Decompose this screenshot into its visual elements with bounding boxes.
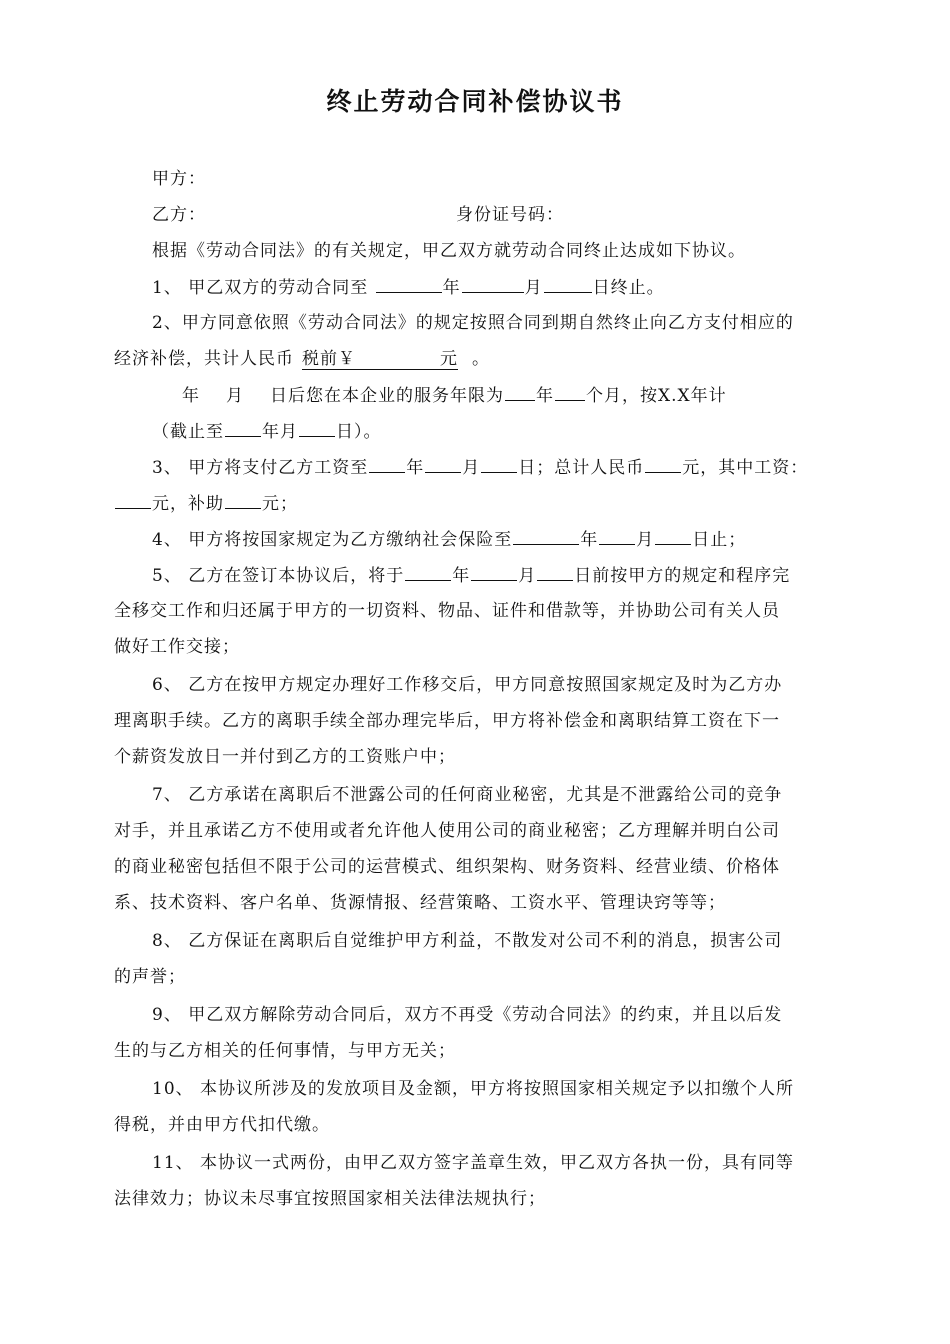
clause-6-line-2: 理离职手续。乙方的离职手续全部办理完毕后，甲方将补偿金和离职结算工资在下一 [114,711,780,731]
clause-5-line-1 [152,564,790,587]
blank-line[interactable] [513,528,579,545]
blank-line[interactable] [425,456,461,473]
blank-line[interactable] [537,564,573,581]
clause-1-text: 1、 甲乙双方的劳动合同至 [152,278,369,298]
yuan-label: 元 [440,349,458,369]
clause-2-line-3 [182,384,727,407]
year-label: 年 [580,530,599,550]
clause-6-line-3: 个薪资发放日一并付到乙方的工资账户中； [114,747,456,767]
clause-2-line-1: 2、甲方同意依照《劳动合同法》的规定按照合同到期自然终止向乙方支付相应的 [152,313,794,333]
clause-4 [152,528,746,551]
clause-7-line-3: 的商业秘密包括但不限于公司的运营模式、组织架构、财务资料、经营业绩、价格体 [114,857,780,877]
total-text: 日；总计人民币 [518,458,645,478]
month-label: 月 [226,386,244,406]
month-label: 月 [462,458,481,478]
blank-line[interactable] [599,528,635,545]
month-label: 月 [636,530,655,550]
yuan-label: 元； [262,494,298,514]
month-label: 月 [524,278,543,298]
clause-4-text: 4、 甲方将按国家规定为乙方缴纳社会保险至 [152,530,513,550]
day-label: 日止； [692,530,747,550]
clause-10-line-2: 得税，并由甲方代扣代缴。 [114,1115,330,1135]
year-label: 年 [406,458,425,478]
blank-line[interactable] [544,276,592,293]
period: 。 [472,349,490,369]
blank-line[interactable] [369,456,405,473]
blank-line[interactable] [481,456,517,473]
salary-text: 元，其中工资： [682,458,809,478]
year-label: 年 [442,278,461,298]
id-number-label: 身份证号码： [456,205,564,225]
day-label: 日）。 [336,422,382,442]
blank-line[interactable] [462,276,524,293]
clause-6-line-1: 6、 乙方在按甲方规定办理好工作移交后，甲方同意按照国家规定及时为乙方办 [152,675,783,695]
clause-3-line-2 [114,492,298,515]
pre-tax-amount-field[interactable] [302,349,458,370]
blank-line[interactable] [505,384,535,401]
clause-7-line-1: 7、 乙方承诺在离职后不泄露公司的任何商业秘密，尤其是不泄露给公司的竞争 [152,785,783,805]
day-label: 日终止。 [592,278,665,298]
clause-3-text: 3、 甲方将支付乙方工资至 [152,458,369,478]
clause-8-line-1: 8、 乙方保证在离职后自觉维护甲方利益，不散发对公司不利的消息，损害公司 [152,931,783,951]
clause-2-text: 经济补偿，共计人民币 [114,349,294,369]
intro-paragraph: 根据《劳动合同法》的有关规定，甲乙双方就劳动合同终止达成如下协议。 [152,241,746,261]
year-label: 年 [452,566,471,586]
clause-5-text-cont: 日前按甲方的规定和程序完 [574,566,791,586]
year-label: 年 [536,386,554,406]
clause-11-line-2: 法律效力；协议未尽事宜按照国家相关法律法规执行； [114,1189,546,1209]
clause-2-line-2 [114,348,490,370]
subsidy-text: 元，补助 [152,494,224,514]
clause-1 [152,276,665,299]
clause-5-text: 5、 乙方在签订本协议后，将于 [152,566,405,586]
blank-line[interactable] [645,456,681,473]
party-b-label: 乙方： [152,205,206,225]
service-years-text: 日后您在本企业的服务年限为 [270,386,504,406]
clause-8-line-2: 的声誉； [114,967,186,987]
clause-2-line-4 [152,420,382,443]
clause-9-line-2: 生的与乙方相关的任何事情，与甲方无关； [114,1041,456,1061]
clause-5-line-2: 全移交工作和归还属于甲方的一切资料、物品、证件和借款等，并协助公司有关人员 [114,601,780,621]
months-text: 个月，按X.X年计 [586,386,727,406]
pre-tax-label: 税前￥ [302,349,356,369]
blank-line[interactable] [555,384,585,401]
clause-10-line-1: 10、 本协议所涉及的发放项目及金额，甲方将按照国家相关规定予以扣缴个人所 [152,1079,795,1099]
document-title: 终止劳动合同补偿协议书 [326,87,624,116]
clause-7-line-4: 系、技术资料、客户名单、货源情报、经营策略、工资水平、管理诀窍等等； [114,893,726,913]
year-label: 年 [182,386,200,406]
clause-9-line-1: 9、 甲乙双方解除劳动合同后，双方不再受《劳动合同法》的约束，并且以后发 [152,1005,783,1025]
clause-11-line-1: 11、 本协议一式两份，由甲乙双方签字盖章生效，甲乙双方各执一份，具有同等 [152,1153,795,1173]
blank-line[interactable] [115,492,151,509]
blank-line[interactable] [471,564,517,581]
blank-line[interactable] [225,492,261,509]
cutoff-text: （截止至 [152,422,224,442]
clause-3-line-1 [152,456,808,479]
month-label: 月 [518,566,537,586]
party-a-label: 甲方： [152,169,206,189]
blank-line[interactable] [299,420,335,437]
blank-line[interactable] [225,420,261,437]
blank-line[interactable] [376,276,442,293]
year-month-label: 年月 [262,422,298,442]
clause-7-line-2: 对手，并且承诺乙方不使用或者允许他人使用公司的商业秘密；乙方理解并明白公司 [114,821,780,841]
clause-5-line-3: 做好工作交接； [114,637,240,657]
blank-line[interactable] [655,528,691,545]
blank-line[interactable] [405,564,451,581]
